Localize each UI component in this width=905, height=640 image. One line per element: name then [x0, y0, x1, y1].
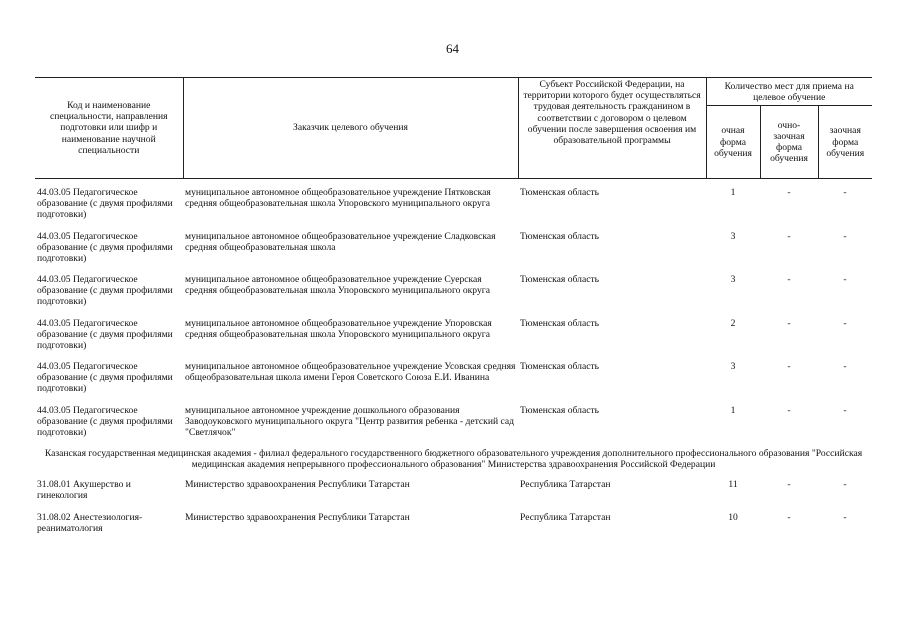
part-time-cell: -	[787, 230, 791, 242]
customer-cell: муниципальное автономное общеобразовательное учреждение Пятковская средняя общеобразовательная школа Упоровского муниципального округа	[185, 187, 491, 210]
full-time-cell: 10	[728, 512, 738, 523]
specialty-cell: 31.08.02 Анестезиология-реаниматология	[37, 512, 143, 535]
full-time-cell: 1	[730, 187, 736, 198]
part-time-cell: -	[787, 317, 791, 329]
table-row	[35, 318, 872, 362]
table-row	[35, 479, 872, 512]
extramural-cell: -	[843, 187, 847, 198]
header-specialty: Код и наименование специальности, направления подготовки или шифр и наименование научной специальности	[35, 78, 183, 179]
page-number: 64	[446, 41, 459, 56]
specialty-cell: 31.08.01 Акушерство и гинекология	[37, 479, 131, 502]
table-row	[35, 274, 872, 318]
specialty-cell: 44.03.05 Педагогическое образование (с двумя профилями подготовки)	[37, 230, 173, 264]
part-time-cell: -	[787, 512, 791, 523]
region-cell: Тюменская область	[520, 274, 600, 285]
table-row	[35, 187, 872, 231]
target-admission-table	[35, 77, 872, 545]
specialty-cell: 44.03.05 Педагогическое образование (с двумя профилями подготовки)	[37, 317, 173, 351]
extramural-cell: -	[843, 479, 847, 490]
region-cell: Тюменская область	[520, 361, 600, 372]
specialty-cell: 44.03.05 Педагогическое образование (с двумя профилями подготовки)	[37, 361, 173, 395]
organization-row	[35, 448, 872, 479]
extramural-cell: -	[843, 404, 847, 416]
customer-cell: муниципальное автономное общеобразовательное учреждение Суерская средняя общеобразовательная школа Упоровского муниципального округа	[185, 274, 490, 297]
region-cell: Республика Татарстан	[520, 479, 611, 490]
extramural-cell: -	[843, 512, 847, 523]
part-time-cell: -	[787, 404, 791, 416]
header-part-time: очно-заочная форма обучения	[760, 106, 818, 179]
customer-cell: муниципальное автономное общеобразовательное учреждение Усовская средняя общеобразовательная школа имени Героя Советского Союза Е.И. Иванина	[185, 361, 516, 384]
table-row	[35, 512, 872, 545]
full-time-cell: 2	[730, 317, 736, 329]
header-customer: Заказчик целевого обучения	[183, 78, 518, 179]
header-full-time: очная форма обучения	[706, 106, 760, 179]
full-time-cell: 3	[730, 361, 736, 372]
table-row	[35, 231, 872, 275]
customer-cell: муниципальное автономное учреждение дошкольного образования Заводоуковского муниципального округа "Центр развития ребенка - детский сад "Светлячок"	[185, 404, 515, 438]
specialty-cell: 44.03.05 Педагогическое образование (с двумя профилями подготовки)	[37, 404, 173, 438]
header-places: Количество мест для приема на целевое обучение	[706, 78, 872, 106]
table-row	[35, 405, 872, 449]
region-cell: Тюменская область	[520, 404, 600, 416]
region-cell: Тюменская область	[520, 317, 600, 329]
full-time-cell: 3	[730, 230, 736, 242]
part-time-cell: -	[787, 187, 791, 198]
specialty-cell: 44.03.05 Педагогическое образование (с двумя профилями подготовки)	[37, 187, 173, 221]
part-time-cell: -	[787, 479, 791, 490]
extramural-cell: -	[843, 230, 847, 242]
organization-name: Казанская государственная медицинская академия - филиал федерального государственного бюджетного образовательного учреждения дополнительного профессионального образования "Российская медицинская академия непрерывного профессионального образования" Министерства здравоохранения Российской Федерации	[44, 448, 863, 471]
extramural-cell: -	[843, 361, 847, 372]
full-time-cell: 1	[730, 404, 736, 416]
header-region: Субъект Российской Федерации, на территории которого будет осуществляться трудовая деятельность гражданином в соответствии с договором о целевом обучении после завершения освоения им образовательной программы	[518, 78, 706, 179]
part-time-cell: -	[787, 361, 791, 372]
full-time-cell: 11	[728, 479, 738, 490]
customer-cell: Министерство здравоохранения Республики Татарстан	[185, 479, 410, 490]
region-cell: Республика Татарстан	[520, 512, 611, 523]
extramural-cell: -	[843, 274, 847, 285]
specialty-cell: 44.03.05 Педагогическое образование (с двумя профилями подготовки)	[37, 274, 173, 308]
customer-cell: муниципальное автономное общеобразовательное учреждение Сладковская средняя общеобразовательная школа	[185, 230, 496, 253]
customer-cell: муниципальное автономное общеобразовательное учреждение Упоровская средняя общеобразовательная школа Упоровского муниципального округа	[185, 317, 492, 340]
extramural-cell: -	[843, 317, 847, 329]
part-time-cell: -	[787, 274, 791, 285]
header-extramural: заочная форма обучения	[818, 106, 872, 179]
full-time-cell: 3	[730, 274, 736, 285]
region-cell: Тюменская область	[520, 187, 600, 198]
customer-cell: Министерство здравоохранения Республики Татарстан	[185, 512, 410, 523]
table-row	[35, 361, 872, 405]
region-cell: Тюменская область	[520, 230, 600, 242]
